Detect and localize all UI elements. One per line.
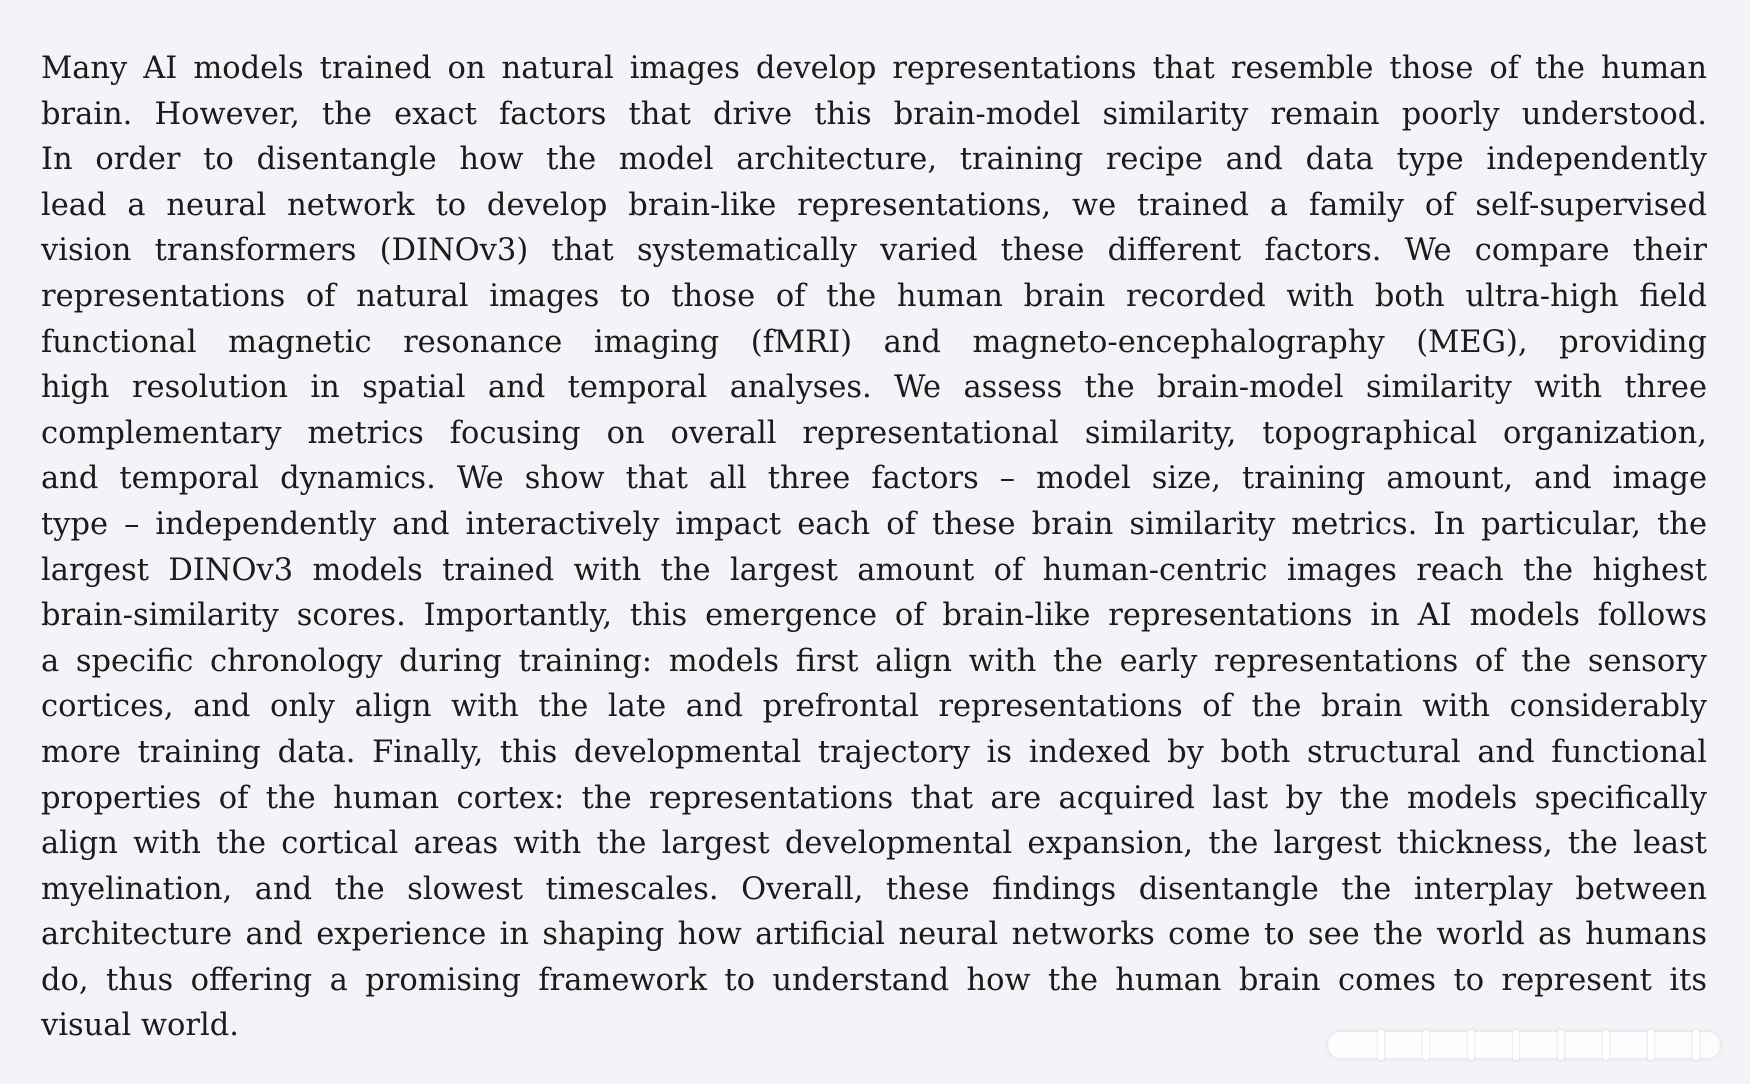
abstract-line-14: a specific chronology during training: models first align with the early representations of the sensory	[41, 643, 1707, 679]
abstract-line-2: brain. However, the exact factors that drive this brain-model similarity remain poorly understood.	[41, 96, 1707, 132]
abstract-line-20: architecture and experience in shaping how artificial neural networks come to see the world as humans	[41, 917, 1707, 953]
abstract-line-19: myelination, and the slowest timescales. Overall, these findings disentangle the interplay between	[41, 871, 1707, 907]
abstract-line-13: brain-similarity scores. Importantly, this emergence of brain-like representations in AI models follows	[41, 598, 1707, 634]
abstract-line-15: cortices, and only align with the late and prefrontal representations of the brain with considerably	[41, 689, 1707, 725]
abstract-line-8: high resolution in spatial and temporal analyses. We assess the brain-model similarity with three	[41, 370, 1707, 406]
abstract-line-11: type – independently and interactively impact each of these brain similarity metrics. In particular, the	[41, 506, 1707, 542]
abstract-line-22: visual world.	[41, 1008, 239, 1044]
abstract-line-21: do, thus offering a promising framework to understand how the human brain comes to represent its	[41, 962, 1707, 998]
abstract-line-7: functional magnetic resonance imaging (fMRI) and magneto-encephalography (MEG), providing	[41, 324, 1707, 360]
abstract-line-5: vision transformers (DINOv3) that systematically varied these different factors. We compare their	[41, 233, 1707, 269]
abstract-line-4: lead a neural network to develop brain-like representations, we trained a family of self-supervised	[41, 187, 1707, 223]
abstract-line-17: properties of the human cortex: the representations that are acquired last by the models specifically	[41, 780, 1707, 816]
abstract-line-6: representations of natural images to those of the human brain recorded with both ultra-high field	[41, 278, 1707, 314]
abstract-line-1: Many AI models trained on natural images develop representations that resemble those of the human	[41, 51, 1707, 86]
abstract-line-10: and temporal dynamics. We show that all three factors – model size, training amount, and image	[41, 461, 1707, 497]
abstract-line-9: complementary metrics focusing on overall representational similarity, topographical organization,	[41, 415, 1707, 451]
abstract-paragraph	[41, 46, 1707, 1049]
abstract-line-16: more training data. Finally, this developmental trajectory is indexed by both structural and functional	[41, 734, 1707, 770]
abstract-line-12: largest DINOv3 models trained with the largest amount of human-centric images reach the highest	[41, 552, 1707, 588]
abstract-line-3: In order to disentangle how the model architecture, training recipe and data type independently	[41, 142, 1707, 178]
abstract-line-18: align with the cortical areas with the largest developmental expansion, the largest thickness, the least	[41, 826, 1707, 862]
